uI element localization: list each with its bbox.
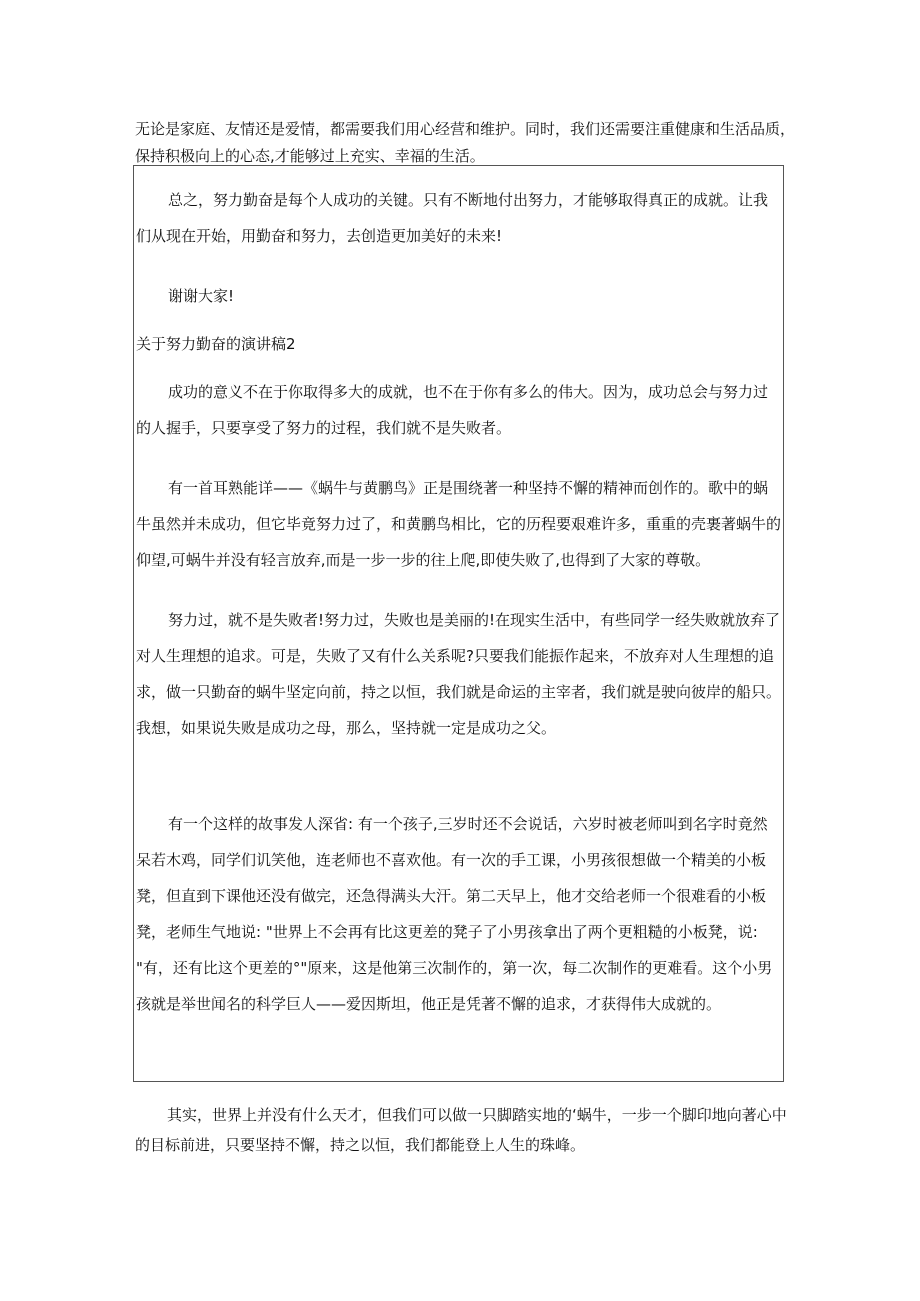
conclusion-paragraph: 总之，努力勤奋是每个人成功的关键。只有不断地付出努力，才能够取得真正的成就。让我们从现在开始，用勤奋和努力，去创造更加美好的未来!: [136, 191, 769, 245]
paragraph-einstein-story: 有一个这样的故事发人深省: 有一个孩子,三岁时还不会说话，六岁时被老师叫到名字时竟然呆若木鸡，同学们讥笑他，连老师也不喜欢他。有一次的手工课，小男孩很想做一个精美的小板凳，但直到下课他还没有做完，还急得满头大汗。第二天早上，他才交给老师一个很难看的小板凳，老师生气地说: "世界上不会再有比这更差的凳子了小男孩拿出了两个更粗糙的小板凳，说: "有，还有比这个更差的°"原来，这是他第三次制作的，第一次，每二次制作的更难看。这个小男孩就是举世闻名的科学巨人——爱因斯坦，他正是凭著不懈的追求，才获得伟大成就的。: [136, 815, 773, 1013]
paragraph-success-meaning: 成功的意义不在于你取得多大的成就，也不在于你有多么的伟大。因为，成功总会与努力过的人握手，只要享受了努力的过程，我们就不是失败者。: [136, 383, 769, 437]
thanks-line: 谢谢大家!: [168, 287, 235, 305]
paragraph-snail-song: 有一首耳熟能详——《蜗牛与黄鹏鸟》正是围绕著一种坚持不懈的精神而创作的。歌中的蜗牛虽然并未成功，但它毕竟努力过了，和黄鹏鸟相比，它的历程要艰难许多，重重的壳裹著蜗牛的仰望,可蜗牛并没有轻言放弃,而是一步一步的往上爬,即使失败了,也得到了大家的尊敬。: [136, 479, 782, 569]
paragraph-effort: 努力过，就不是失败者!努力过，失败也是美丽的!在现实生活中，有些同学一经失败就放弃了对人生理想的追求。可是，失败了又有什么关系呢?只要我们能振作起来，不放弃对人生理想的追求，做一只勤奋的蜗牛坚定向前，持之以恒，我们就是命运的主宰者，我们就是驶向彼岸的船只。我想，如果说失败是成功之母，那么，坚持就一定是成功之父。: [136, 611, 782, 737]
speech-frame: [133, 165, 784, 1082]
closing-paragraph: 其实，世界上并没有什么天才，但我们可以做一只脚踏实地的‘蜗牛，一步一个脚印地向著心中的目标前进，只要坚持不懈，持之以恒，我们都能登上人生的珠峰。: [135, 1106, 787, 1154]
speech-heading: 关于努力勤奋的演讲稿2: [136, 335, 296, 353]
intro-paragraph: 无论是家庭、友情还是爱情，都需要我们用心经营和维护。同时，我们还需要注重健康和生活品质，保持积极向上的心态,才能够过上充实、幸福的生活。: [135, 120, 796, 165]
